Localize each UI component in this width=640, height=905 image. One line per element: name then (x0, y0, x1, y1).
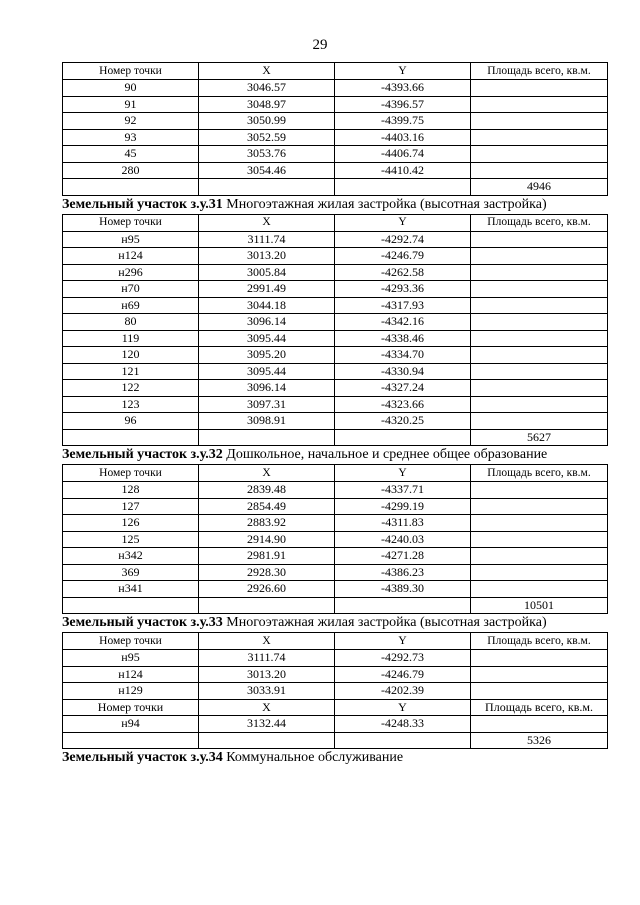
x-cell: 2914.90 (199, 531, 335, 548)
y-cell: -4337.71 (335, 482, 471, 499)
y-cell: -4240.03 (335, 531, 471, 548)
header-y: Y (335, 63, 471, 80)
y-cell: -4311.83 (335, 515, 471, 532)
y-cell: -4202.39 (335, 683, 471, 700)
table-row (63, 515, 608, 532)
y-cell: -4299.19 (335, 498, 471, 515)
x-cell: 3050.99 (199, 113, 335, 130)
x-cell: 2981.91 (199, 548, 335, 565)
x-cell: 2854.49 (199, 498, 335, 515)
point-cell: 127 (63, 498, 199, 515)
area-cell (471, 548, 608, 565)
y-cell: -4327.24 (335, 380, 471, 397)
x-cell: 3096.14 (199, 380, 335, 397)
table-row (63, 281, 608, 298)
x-cell: 3044.18 (199, 297, 335, 314)
x-cell: 3033.91 (199, 683, 335, 700)
total-area-value: 5326 (471, 732, 608, 749)
table-row (63, 716, 608, 733)
header-y: Y (335, 214, 471, 231)
area-cell (471, 314, 608, 331)
repeat-header-row (63, 699, 608, 716)
table-header-row (63, 633, 608, 650)
area-cell (471, 146, 608, 163)
table-row (63, 380, 608, 397)
area-cell (471, 248, 608, 265)
area-cell (471, 297, 608, 314)
point-cell: н94 (63, 716, 199, 733)
y-cell: -4386.23 (335, 564, 471, 581)
table-row (63, 498, 608, 515)
document-content (62, 62, 607, 767)
total-area-row (63, 429, 608, 446)
area-cell (471, 347, 608, 364)
table-row (63, 80, 608, 97)
area-cell (471, 396, 608, 413)
header-x: X (199, 465, 335, 482)
point-cell: 369 (63, 564, 199, 581)
area-cell (471, 330, 608, 347)
point-cell: 90 (63, 80, 199, 97)
y-cell: -4342.16 (335, 314, 471, 331)
section-heading-text: Коммунальное обслуживание (222, 750, 404, 765)
y-cell: -4293.36 (335, 281, 471, 298)
area-cell (471, 666, 608, 683)
table-row (63, 396, 608, 413)
point-cell: 80 (63, 314, 199, 331)
total-area-row (63, 732, 608, 749)
x-cell: 2991.49 (199, 281, 335, 298)
area-cell (471, 413, 608, 430)
area-cell (471, 482, 608, 499)
y-cell: -4323.66 (335, 396, 471, 413)
coordinates-table (62, 632, 608, 749)
point-cell: 91 (63, 96, 199, 113)
table-row (63, 297, 608, 314)
point-cell: 92 (63, 113, 199, 130)
section-heading-zu32 (62, 447, 607, 464)
section-heading-zu31 (62, 197, 607, 214)
header-area: Площадь всего, кв.м. (471, 633, 608, 650)
section-heading-bold: Земельный участок з.у.31 (62, 196, 223, 212)
y-cell: -4334.70 (335, 347, 471, 364)
header-point-number: Номер точки (63, 633, 199, 650)
y-cell: -4399.75 (335, 113, 471, 130)
table-row (63, 96, 608, 113)
area-cell (471, 498, 608, 515)
header-y: Y (335, 633, 471, 650)
x-cell: 3046.57 (199, 80, 335, 97)
point-cell: н95 (63, 231, 199, 248)
table-header-row (63, 465, 608, 482)
y-cell: -4338.46 (335, 330, 471, 347)
y-cell: -4317.93 (335, 297, 471, 314)
header-x: X (199, 63, 335, 80)
area-cell (471, 96, 608, 113)
point-cell: н129 (63, 683, 199, 700)
header-point-number: Номер точки (63, 699, 199, 716)
table-row (63, 314, 608, 331)
table-row (63, 683, 608, 700)
section-heading-bold: Земельный участок з.у.34 (62, 750, 223, 765)
table-row (63, 162, 608, 179)
area-cell (471, 80, 608, 97)
table-row (63, 548, 608, 565)
y-cell: -4262.58 (335, 264, 471, 281)
header-area: Площадь всего, кв.м. (471, 63, 608, 80)
x-cell: 3054.46 (199, 162, 335, 179)
header-x: X (199, 214, 335, 231)
y-cell: -4320.25 (335, 413, 471, 430)
x-cell: 2839.48 (199, 482, 335, 499)
section-heading-bold: Земельный участок з.у.32 (62, 447, 223, 462)
y-cell: -4403.16 (335, 129, 471, 146)
total-area-value: 10501 (471, 597, 608, 614)
section-heading-text: Дошкольное, начальное и среднее общее образование (222, 447, 548, 462)
point-cell: 126 (63, 515, 199, 532)
x-cell: 2883.92 (199, 515, 335, 532)
area-cell (471, 581, 608, 598)
header-area: Площадь всего, кв.м. (471, 699, 608, 716)
x-cell: 3095.44 (199, 363, 335, 380)
table-row (63, 363, 608, 380)
x-cell: 3111.74 (199, 231, 335, 248)
x-cell: 3132.44 (199, 716, 335, 733)
area-cell (471, 281, 608, 298)
point-cell: н95 (63, 650, 199, 667)
table-row (63, 650, 608, 667)
y-cell: -4246.79 (335, 666, 471, 683)
y-cell: -4330.94 (335, 363, 471, 380)
table-row (63, 666, 608, 683)
x-cell: 3095.20 (199, 347, 335, 364)
section-heading-zu34 (62, 750, 607, 767)
x-cell: 3013.20 (199, 666, 335, 683)
table-row (63, 129, 608, 146)
x-cell: 3005.84 (199, 264, 335, 281)
point-cell: 121 (63, 363, 199, 380)
table-row (63, 146, 608, 163)
x-cell: 3111.74 (199, 650, 335, 667)
table-row (63, 531, 608, 548)
table-row (63, 581, 608, 598)
y-cell: -4271.28 (335, 548, 471, 565)
point-cell: 123 (63, 396, 199, 413)
header-y: Y (335, 465, 471, 482)
point-cell: 96 (63, 413, 199, 430)
x-cell: 3052.59 (199, 129, 335, 146)
table-row (63, 264, 608, 281)
area-cell (471, 264, 608, 281)
point-cell: н342 (63, 548, 199, 565)
y-cell: -4292.74 (335, 231, 471, 248)
area-cell (471, 162, 608, 179)
header-area: Площадь всего, кв.м. (471, 465, 608, 482)
x-cell: 3048.97 (199, 96, 335, 113)
section-heading-bold: Земельный участок з.у.33 (62, 615, 223, 630)
area-cell (471, 129, 608, 146)
point-cell: 125 (63, 531, 199, 548)
x-cell: 3095.44 (199, 330, 335, 347)
header-y: Y (335, 699, 471, 716)
x-cell: 3096.14 (199, 314, 335, 331)
table-header-row (63, 214, 608, 231)
table-row (63, 564, 608, 581)
point-cell: 119 (63, 330, 199, 347)
point-cell: н124 (63, 666, 199, 683)
x-cell: 3098.91 (199, 413, 335, 430)
area-cell (471, 113, 608, 130)
page-number: 29 (312, 37, 328, 53)
y-cell: -4292.73 (335, 650, 471, 667)
header-point-number: Номер точки (63, 63, 199, 80)
table-row (63, 113, 608, 130)
point-cell: н70 (63, 281, 199, 298)
total-area-row (63, 597, 608, 614)
table-header-row (63, 63, 608, 80)
table-row (63, 413, 608, 430)
y-cell: -4393.66 (335, 80, 471, 97)
y-cell: -4248.33 (335, 716, 471, 733)
coordinates-table (62, 214, 608, 447)
point-cell: 128 (63, 482, 199, 499)
point-cell: 120 (63, 347, 199, 364)
table-row (63, 347, 608, 364)
x-cell: 3013.20 (199, 248, 335, 265)
x-cell: 3053.76 (199, 146, 335, 163)
area-cell (471, 515, 608, 532)
table-row (63, 248, 608, 265)
header-point-number: Номер точки (63, 214, 199, 231)
point-cell: н341 (63, 581, 199, 598)
point-cell: 45 (63, 146, 199, 163)
header-area: Площадь всего, кв.м. (471, 214, 608, 231)
point-cell: 280 (63, 162, 199, 179)
x-cell: 2926.60 (199, 581, 335, 598)
x-cell: 3097.31 (199, 396, 335, 413)
point-cell: 93 (63, 129, 199, 146)
coordinates-table (62, 464, 608, 614)
total-area-value: 4946 (471, 179, 608, 196)
area-cell (471, 380, 608, 397)
header-point-number: Номер точки (63, 465, 199, 482)
section-heading-text: Многоэтажная жилая застройка (высотная застройка) (222, 196, 547, 212)
section-heading-zu33 (62, 615, 607, 632)
y-cell: -4246.79 (335, 248, 471, 265)
x-cell: 2928.30 (199, 564, 335, 581)
table-row (63, 231, 608, 248)
total-area-value: 5627 (471, 429, 608, 446)
point-cell: н69 (63, 297, 199, 314)
area-cell (471, 716, 608, 733)
coordinates-table (62, 62, 608, 196)
point-cell: 122 (63, 380, 199, 397)
area-cell (471, 650, 608, 667)
area-cell (471, 564, 608, 581)
y-cell: -4396.57 (335, 96, 471, 113)
area-cell (471, 363, 608, 380)
table-row (63, 482, 608, 499)
section-heading-text: Многоэтажная жилая застройка (высотная застройка) (222, 615, 547, 630)
point-cell: н124 (63, 248, 199, 265)
area-cell (471, 231, 608, 248)
y-cell: -4406.74 (335, 146, 471, 163)
point-cell: н296 (63, 264, 199, 281)
header-x: X (199, 633, 335, 650)
area-cell (471, 683, 608, 700)
total-area-row (63, 179, 608, 196)
y-cell: -4389.30 (335, 581, 471, 598)
area-cell (471, 531, 608, 548)
y-cell: -4410.42 (335, 162, 471, 179)
table-row (63, 330, 608, 347)
header-x: X (199, 699, 335, 716)
